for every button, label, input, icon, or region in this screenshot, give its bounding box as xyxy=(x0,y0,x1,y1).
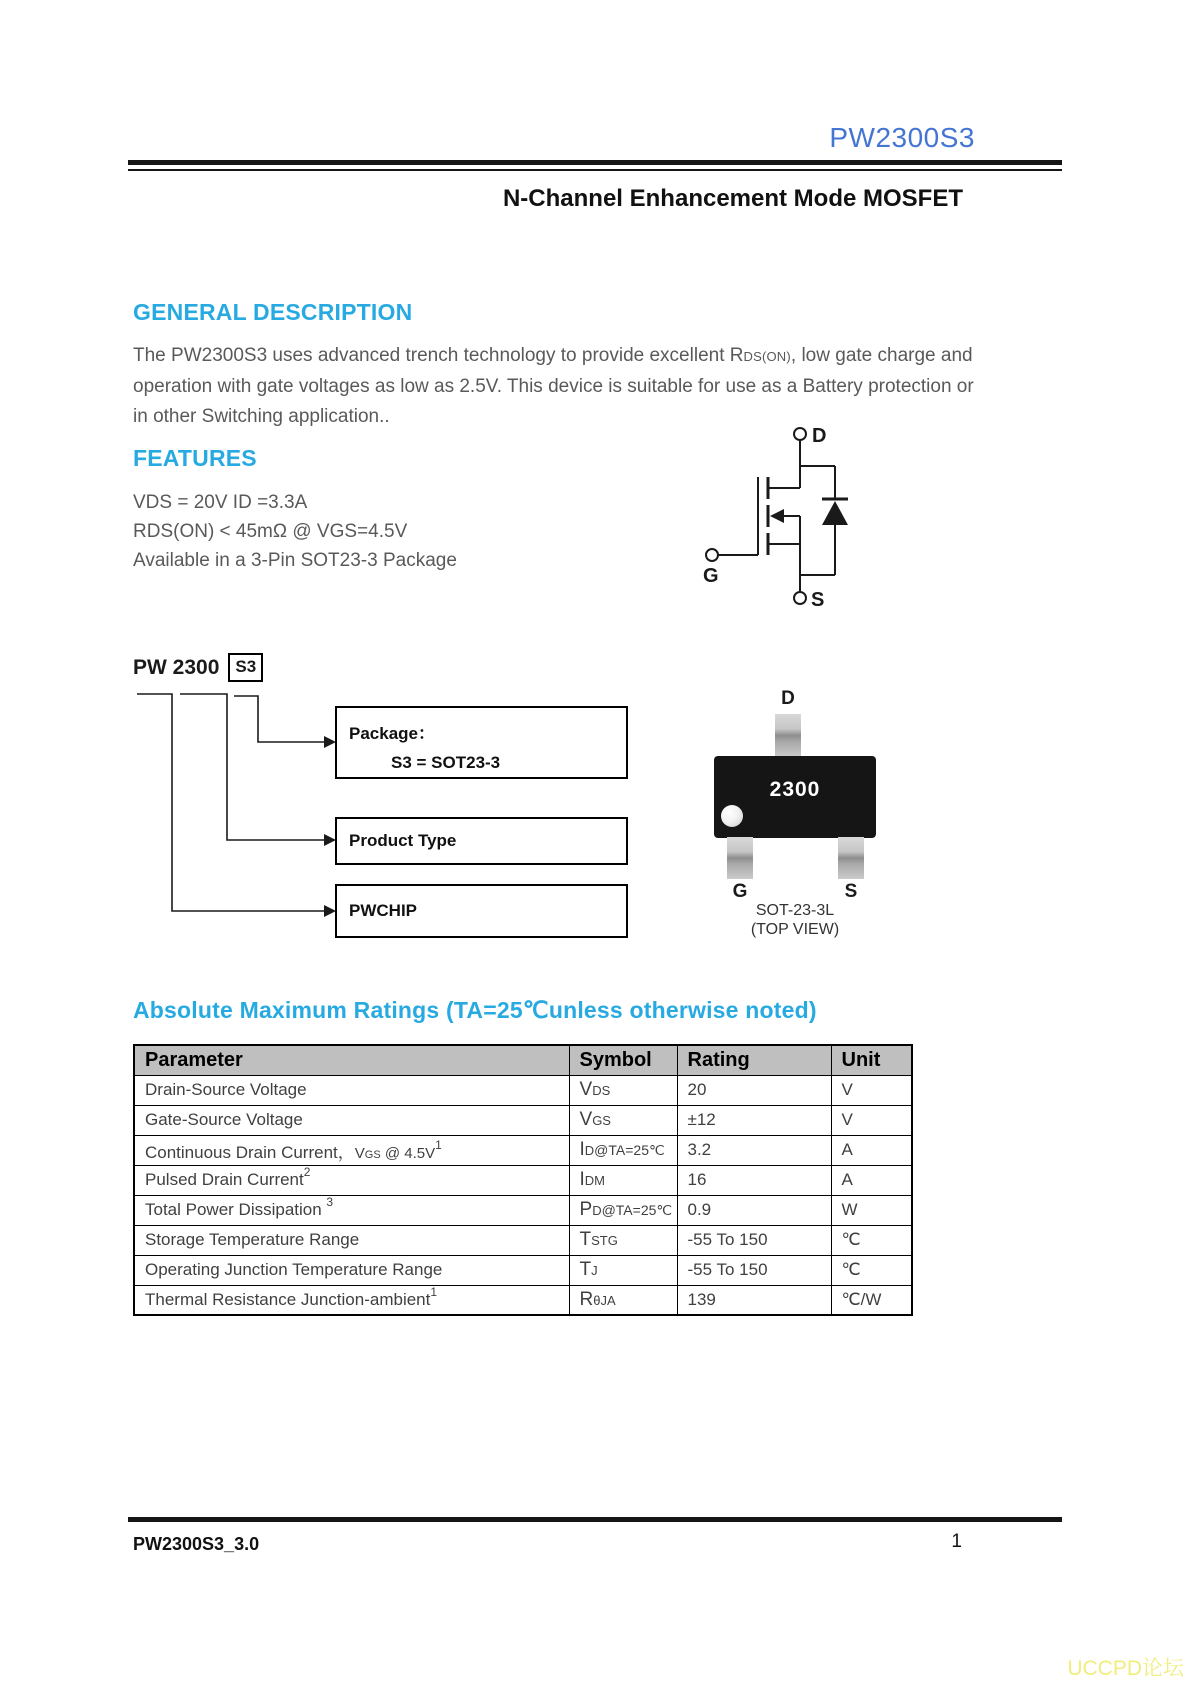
feature-item: RDS(ON) < 45mΩ @ VGS=4.5V xyxy=(133,521,408,542)
description-rds-subscript: DS(ON) xyxy=(743,349,791,364)
cell-symbol: IDM xyxy=(569,1165,677,1195)
ratings-heading: Absolute Maximum Ratings (TA=25℃unless otherwise noted) xyxy=(133,997,817,1023)
package-pin-d-label: D xyxy=(781,688,795,709)
cell-unit: A xyxy=(831,1165,912,1195)
cell-rating: 16 xyxy=(677,1165,831,1195)
table-row xyxy=(134,1165,912,1195)
cell-rating: 3.2 xyxy=(677,1135,831,1165)
features-heading: FEATURES xyxy=(133,445,257,471)
header-rule-thin xyxy=(128,169,1062,171)
table-row xyxy=(134,1195,912,1225)
feature-item: VDS = 20V ID =3.3A xyxy=(133,492,308,513)
description-text-part2: , low gate charge and operation with gate voltages as low as 2.5V. This device is suitable for use as a Battery protection or in other Switching application.. xyxy=(133,345,974,427)
package-caption-name: SOT-23-3L xyxy=(755,902,835,919)
package-pin-gate xyxy=(727,837,753,879)
cell-symbol: VGS xyxy=(569,1105,677,1135)
source-label: S xyxy=(811,589,825,611)
body-diode-icon xyxy=(822,501,848,525)
footer-doc-version: PW2300S3_3.0 xyxy=(133,1534,260,1554)
package-top-view xyxy=(700,688,900,946)
cell-parameter: Drain-Source Voltage xyxy=(134,1075,569,1105)
mosfet-symbol-diagram xyxy=(690,420,900,620)
table-row xyxy=(134,1225,912,1255)
cell-unit: V xyxy=(831,1075,912,1105)
cell-rating: 20 xyxy=(677,1075,831,1105)
cell-unit: W xyxy=(831,1195,912,1225)
footer-rule xyxy=(128,1517,1062,1522)
cell-parameter: Gate-Source Voltage xyxy=(134,1105,569,1135)
cell-rating: ±12 xyxy=(677,1105,831,1135)
cell-symbol: ID@TA=25℃ xyxy=(569,1135,677,1165)
package-pin-drain xyxy=(775,714,801,757)
part-number-prefix: PW 2300 xyxy=(133,655,220,679)
feature-item: Available in a 3-Pin SOT23-3 Package xyxy=(133,550,457,571)
cell-symbol: TSTG xyxy=(569,1225,677,1255)
header-part-number: PW2300S3 xyxy=(829,122,975,153)
cell-unit: ℃ xyxy=(831,1225,912,1255)
col-header-rating: Rating xyxy=(677,1045,831,1075)
cell-symbol: TJ xyxy=(569,1255,677,1285)
table-row xyxy=(134,1285,912,1315)
package-body xyxy=(714,756,876,838)
package-pin-s-label: S xyxy=(844,881,858,902)
pwchip-box xyxy=(335,884,628,938)
cell-unit: A xyxy=(831,1135,912,1165)
package-caption-view: (TOP VIEW) xyxy=(750,921,840,938)
general-description-heading: GENERAL DESCRIPTION xyxy=(133,299,413,325)
cell-parameter: Pulsed Drain Current$^2$ xyxy=(134,1165,569,1195)
table-row xyxy=(134,1075,912,1105)
gate-terminal-icon xyxy=(706,549,718,561)
package-box xyxy=(335,706,628,779)
product-type-box xyxy=(335,817,628,865)
col-header-unit: Unit xyxy=(831,1045,912,1075)
pwchip-label: PWCHIP xyxy=(349,901,417,920)
cell-parameter: Thermal Resistance Junction-ambient$^1$ xyxy=(134,1285,569,1315)
description-text-part1: The PW2300S3 uses advanced trench technology to provide excellent R xyxy=(133,345,744,366)
cell-unit: ℃/W xyxy=(831,1285,912,1315)
package-box-value: S3 = SOT23-3 xyxy=(391,753,501,772)
col-header-symbol: Symbol xyxy=(569,1045,677,1075)
cell-parameter: Storage Temperature Range xyxy=(134,1225,569,1255)
body-arrow-icon xyxy=(770,509,784,523)
drain-terminal-icon xyxy=(794,428,806,440)
table-row xyxy=(134,1135,912,1165)
drain-label: D xyxy=(812,425,827,447)
table-header-row xyxy=(134,1045,912,1075)
cell-parameter: Total Power Dissipation $^3$ xyxy=(134,1195,569,1225)
cell-symbol: PD@TA=25℃ xyxy=(569,1195,677,1225)
ratings-table xyxy=(133,1044,913,1316)
features-list xyxy=(133,488,457,575)
cell-rating: 139 xyxy=(677,1285,831,1315)
cell-parameter: Operating Junction Temperature Range xyxy=(134,1255,569,1285)
general-description-text xyxy=(133,341,978,432)
package-marking: 2300 xyxy=(769,778,821,801)
cell-rating: 0.9 xyxy=(677,1195,831,1225)
ordering-connector-lines xyxy=(130,685,345,925)
header-rule-thick xyxy=(128,160,1062,165)
source-terminal-icon xyxy=(794,592,806,604)
cell-rating: -55 To 150 xyxy=(677,1225,831,1255)
table-row xyxy=(134,1105,912,1135)
cell-unit: V xyxy=(831,1105,912,1135)
footer-page-number: 1 xyxy=(951,1531,962,1552)
part-number-suffix-box: S3 xyxy=(228,653,263,682)
part-number-label xyxy=(133,653,263,682)
cell-symbol: RθJA xyxy=(569,1285,677,1315)
cell-unit: ℃ xyxy=(831,1255,912,1285)
cell-parameter: Continuous Drain Current，VGS @ 4.5V$^1$ xyxy=(134,1135,569,1165)
document-title: N-Channel Enhancement Mode MOSFET xyxy=(502,185,963,212)
package-pin-source xyxy=(838,837,864,879)
cell-rating: -55 To 150 xyxy=(677,1255,831,1285)
gate-label: G xyxy=(703,565,719,587)
cell-symbol: VDS xyxy=(569,1075,677,1105)
col-header-parameter: Parameter xyxy=(134,1045,569,1075)
pin1-indicator-dot xyxy=(721,805,743,827)
product-type-label: Product Type xyxy=(349,831,457,850)
package-pin-g-label: G xyxy=(732,881,748,902)
package-box-title: Package： xyxy=(349,724,435,743)
watermark: UCCPD论坛 xyxy=(1067,1657,1184,1680)
table-row xyxy=(134,1255,912,1285)
